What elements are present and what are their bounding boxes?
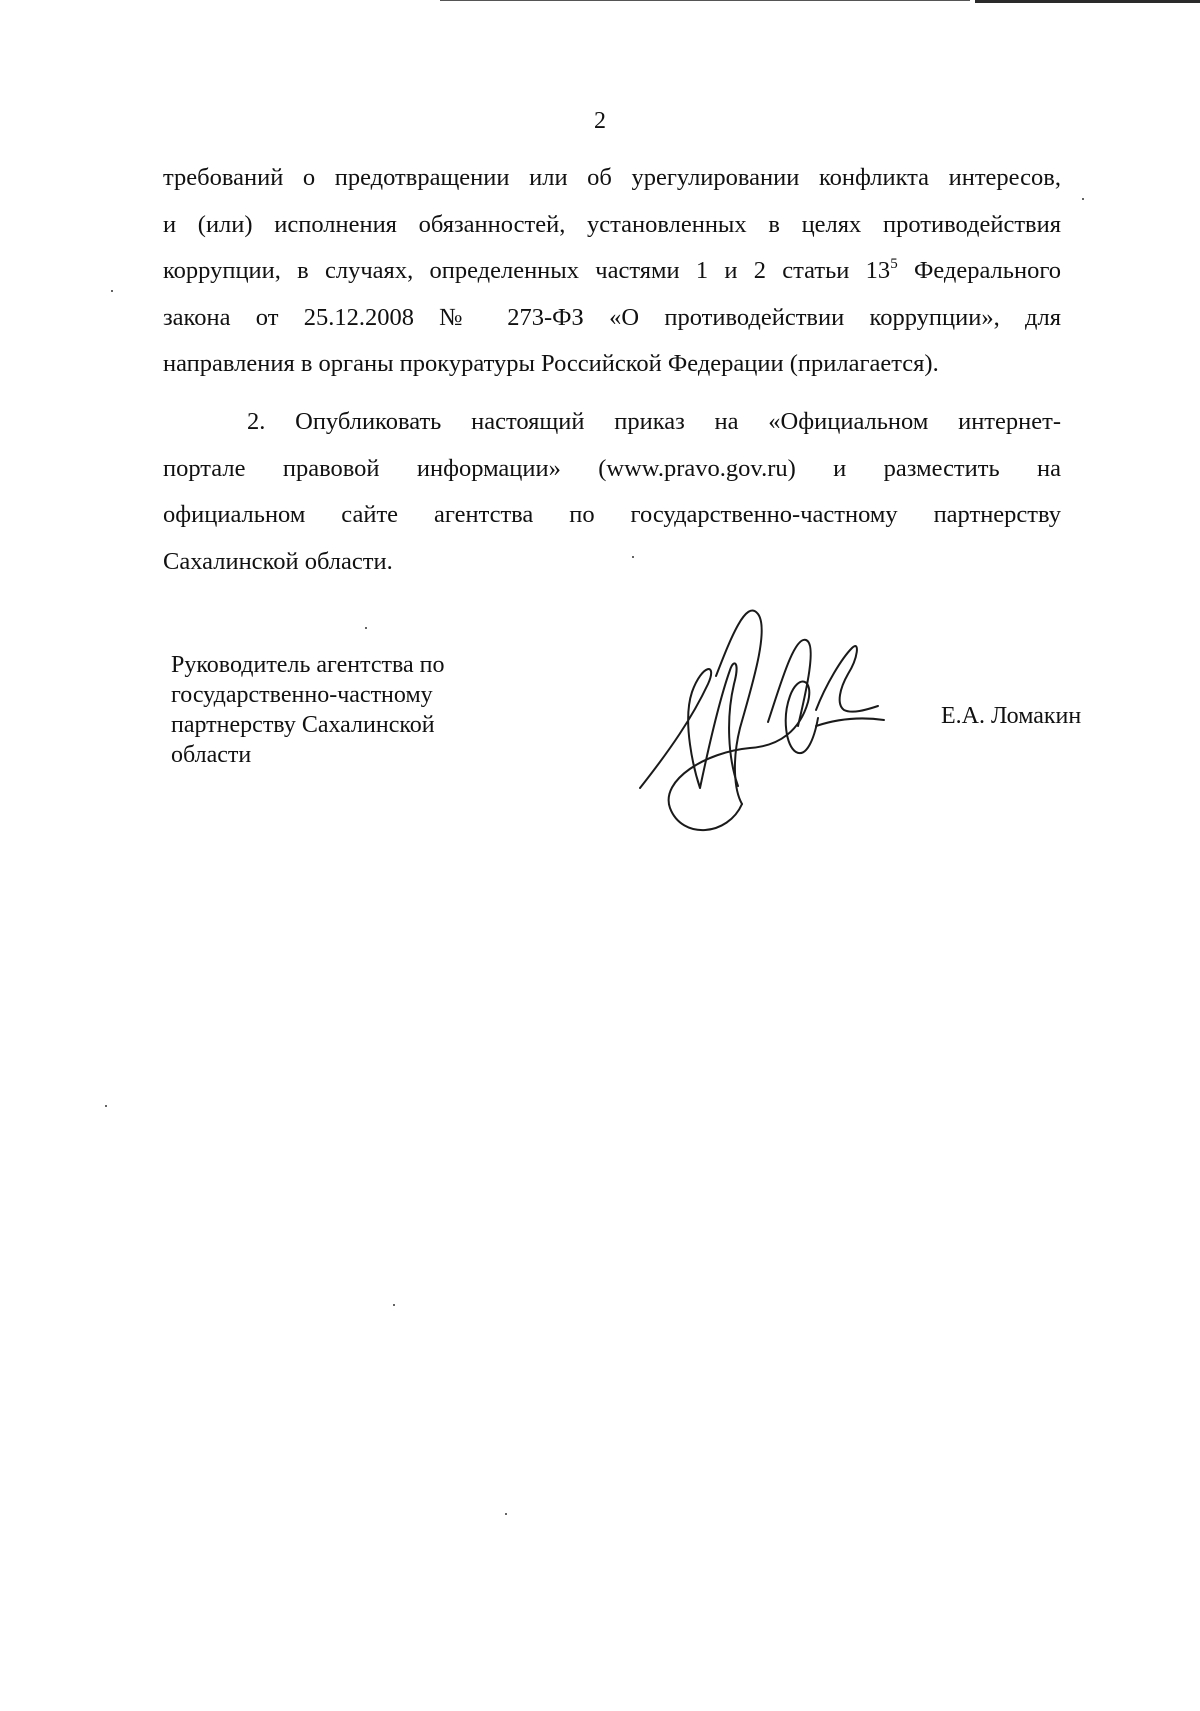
paragraph-2 [163,399,1061,585]
signer-position [171,650,445,770]
paragraph-2-line: портале правовой информации» (www.pravo.gov.ru) и разместить на [163,454,1061,482]
paragraph-1-line: и (или) исполнения обязанностей, установленных в целях противодействия [163,210,1061,238]
signer-position-line: Руководитель агентства по [171,652,445,678]
scan-speck [505,1513,507,1515]
scan-speck [105,1105,107,1107]
paragraph-2-line: Сахалинской области. [163,547,393,575]
signer-name: Е.А. Ломакин [941,703,1082,729]
paragraph-1 [163,155,1061,388]
paragraph-1-line-text: Федерального [913,257,1062,284]
scan-speck [365,627,367,629]
signer-position-line: государственно-частному [171,682,433,708]
signer-position-line: партнерству Сахалинской [171,712,435,738]
paragraph-2-line: официальном сайте агентства по государственно-частному партнерству [163,501,1061,528]
paragraph-1-line: направления в органы прокуратуры Российской Федерации (прилагается). [163,350,939,377]
scan-speck [393,1304,395,1306]
scan-speck [1082,198,1084,200]
scan-artifact-line [975,0,1200,3]
scan-speck [632,556,634,558]
superscript-5: 5 [890,256,898,272]
scan-artifact-line [440,0,970,1]
paragraph-2-line: 2. Опубликовать настоящий приказ на «Официальном интернет- [247,408,1061,435]
handwritten-signature [630,600,890,840]
paragraph-1-line-text: коррупции, в случаях, определенных частями 1 и 2 статьи 13 [163,257,891,284]
signer-position-line: области [171,742,252,768]
scan-speck [111,290,113,292]
page-number: 2 [594,108,606,134]
paragraph-1-line [163,248,1061,295]
paragraph-1-line: закона от 25.12.2008 № 273-ФЗ «О противодействии коррупции», для [163,303,1061,331]
paragraph-1-line: требований о предотвращении или об урегулировании конфликта интересов, [163,164,1061,191]
